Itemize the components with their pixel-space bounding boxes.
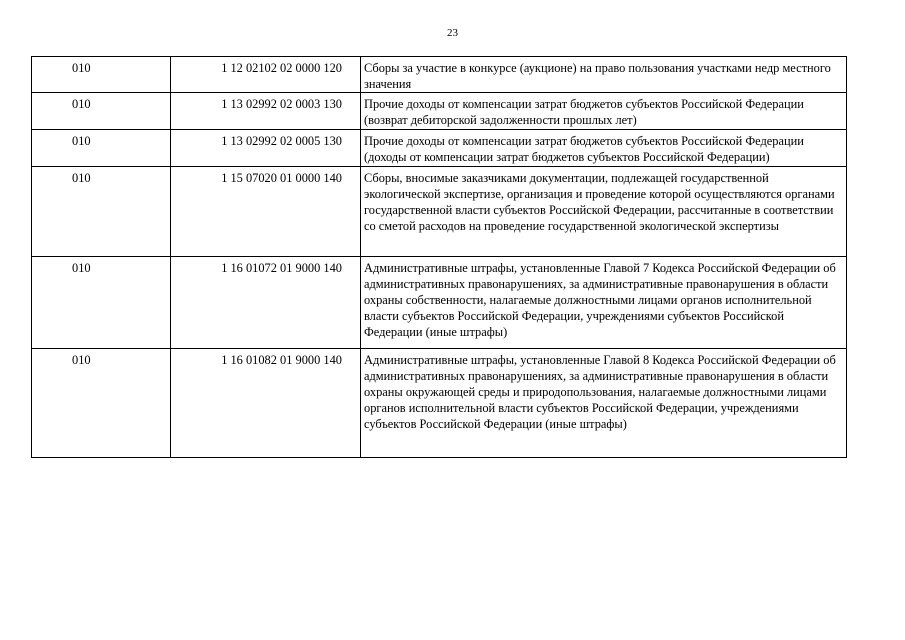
admin-code-cell: 010: [32, 349, 171, 458]
revenue-name-cell: Сборы, вносимые заказчиками документации, подлежащей государственной экологической экспертизе, организация и проведение которой осуществляются органами государственной власти субъектов Российской Федерации, рассчитанные в соответствии со сметой расходов на проведение государственной экологической экспертизы: [361, 167, 847, 257]
budget-code-cell: 1 13 02992 02 0003 130: [171, 93, 361, 130]
budget-code-cell: 1 16 01082 01 9000 140: [171, 349, 361, 458]
revenue-name-cell: Административные штрафы, установленные Главой 8 Кодекса Российской Федерации об административных правонарушениях, за административные правонарушения в области охраны окружающей среды и природопользования, налагаемые должностными лицами органов исполнительной власти субъектов Российской Федерации, учреждениями субъектов Российской Федерации (иные штрафы): [361, 349, 847, 458]
revenue-name-cell: Административные штрафы, установленные Главой 7 Кодекса Российской Федерации об административных правонарушениях, за административные правонарушения в области охраны собственности, налагаемые должностными лицами органов исполнительной власти субъектов Российской Федерации, учреждениями субъектов Российской Федерации (иные штрафы): [361, 257, 847, 349]
admin-code-cell: 010: [32, 57, 171, 93]
budget-code-cell: 1 16 01072 01 9000 140: [171, 257, 361, 349]
table-row: [32, 257, 847, 349]
budget-code-cell: 1 12 02102 02 0000 120: [171, 57, 361, 93]
table-row: [32, 93, 847, 130]
admin-code-cell: 010: [32, 167, 171, 257]
table-row: [32, 57, 847, 93]
revenue-name-cell: Сборы за участие в конкурсе (аукционе) на право пользования участками недр местного значения: [361, 57, 847, 93]
page-number: 23: [447, 27, 458, 39]
table-row: [32, 349, 847, 458]
revenue-name-cell: Прочие доходы от компенсации затрат бюджетов субъектов Российской Федерации (доходы от компенсации затрат бюджетов субъектов Российской Федерации): [361, 130, 847, 167]
budget-code-cell: 1 13 02992 02 0005 130: [171, 130, 361, 167]
revenue-code-table: [31, 56, 847, 458]
revenue-name-cell: Прочие доходы от компенсации затрат бюджетов субъектов Российской Федерации (возврат дебиторской задолженности прошлых лет): [361, 93, 847, 130]
admin-code-cell: 010: [32, 257, 171, 349]
admin-code-cell: 010: [32, 93, 171, 130]
table-row: [32, 167, 847, 257]
table-row: [32, 130, 847, 167]
admin-code-cell: 010: [32, 130, 171, 167]
budget-code-cell: 1 15 07020 01 0000 140: [171, 167, 361, 257]
